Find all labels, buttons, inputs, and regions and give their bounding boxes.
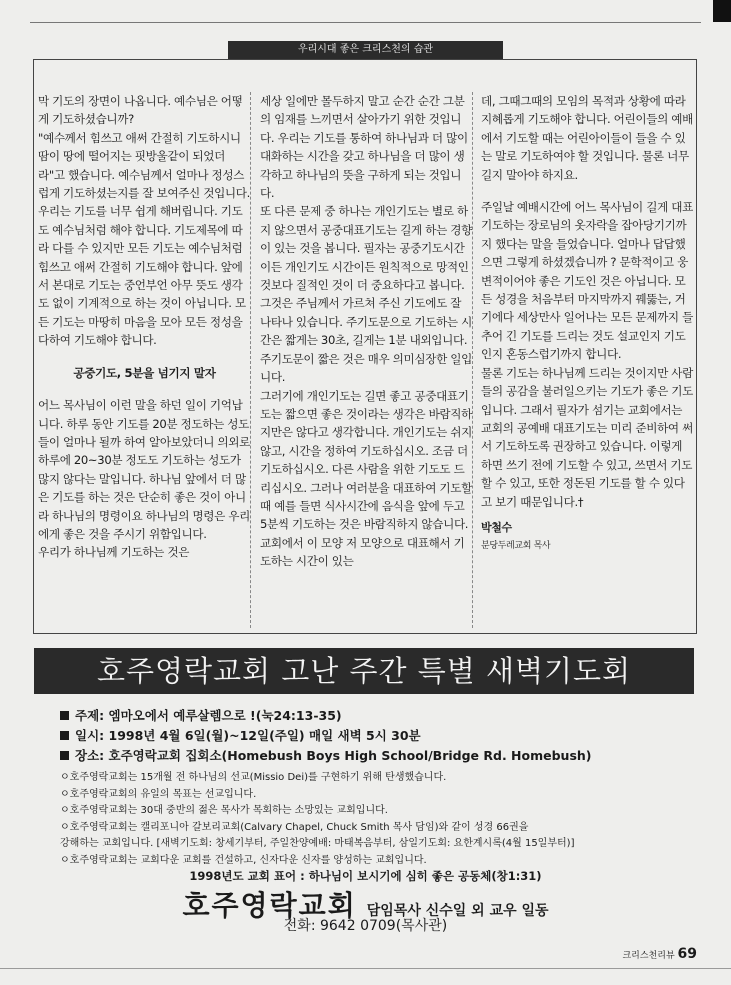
section-header: 우리시대 좋은 크리스천의 습관 xyxy=(228,41,503,59)
author-name: 박철수 xyxy=(481,520,512,534)
paragraph: 물론 기도는 하나님께 드리는 것이지만 사람들의 공감을 불러일으키는 기도가 좋은 기도입니다. 그래서 필자가 섬기는 교회에서는 교회의 공예배 대표기도는 미리 준비하여 써서 기도하도록 권장하고 있습니다. 이렇게 하면 쓰기 전에 기도할 수 있고, 쓰면서 기도할 수 있고, 또한 정돈된 기도를 할 수 있다고 보기 때문입니다.† xyxy=(481,365,693,509)
paragraph: 우리가 하나님께 기도하는 것은 xyxy=(38,545,190,560)
top-rule xyxy=(30,22,701,23)
article-column-1 xyxy=(38,92,251,632)
square-bullet-icon xyxy=(60,711,69,720)
place-value: 호주영락교회 집회소(Homebush Boys High School/Bridge Rd. Homebush) xyxy=(108,748,592,763)
author-title: 분당두레교회 목사 xyxy=(481,541,551,552)
signers: 담임목사 신수일 외 교우 일동 xyxy=(366,903,549,919)
date-label: 일시: xyxy=(75,728,105,743)
paragraph: 주일날 예배시간에 어느 목사님이 길게 대표기도하는 장로님의 옷자락을 잡아당기기까지 했다는 말을 들었습니다. 얼마나 답답했으면 그렇게 하셨겠습니까 ? 문학적이고 웅변적이어야 좋은 기도인 것은 아닙니다. 모든 성경을 처음부터 마지막까지 꿰뚫는, 거기에다 세상만사 일어나는 모든 문제까지 들추어 긴 기도를 드리는 것도 설교인지 기도인지 혼동스럽기까지 합니다. xyxy=(481,200,693,362)
contact-phone: 전화: 9642 0709(목사관) xyxy=(283,918,448,934)
list-item: ㅇ호주영락교회는 캘리포니아 갈보리교회(Calvary Chapel, Chuck Smith 목사 담임)와 같이 성경 66권을 xyxy=(60,821,529,833)
date-value: 1998년 4월 6일(월)~12일(주일) 매일 새벽 5시 30분 xyxy=(108,728,421,743)
circle-bullet-icon: ㅇ xyxy=(60,805,70,816)
paragraph: 우리는 기도를 너무 쉽게 해버립니다. 기도도 예수님처럼 해야 합니다. 기도제목에 따라 다를 수 있지만 모든 기도는 예수님처럼 힘쓰고 애써 간절히 기도해야 합니다. 앞에서 본대로 기도는 중언부언 아무 뜻도 생각도 없이 기계적으로 하는 것이 아닙니다. 모든 기도는 마땅히 마음을 모아 모든 정성을 다하여 기도해야 합니다. xyxy=(38,204,246,348)
theme-value: 엠마오에서 예루살렘으로 !(눅24:13-35) xyxy=(108,708,342,723)
paragraph: 세상 일에만 몰두하지 말고 순간 순간 그분의 임재를 느끼면서 살아가기 위한 것입니다. 우리는 기도를 통하여 하나님과 더 많이 대화하는 시간을 갖고 하나님을 더 많이 생각하고 하나님의 뜻을 구하게 되는 것입니다. xyxy=(260,94,468,201)
paragraph: 데, 그때그때의 모임의 목적과 상황에 따라 지혜롭게 기도해야 합니다. 어린이들의 예배에서 기도할 때는 어린아이들이 들을 수 있는 말로 기도하여야 할 것입니다. 물론 너무 길지 말아야 하지요. xyxy=(481,94,693,182)
square-bullet-icon xyxy=(60,751,69,760)
list-item: ㅇ호주영락교회는 15개월 전 하나님의 선교(Missio Dei)를 구현하기 위해 탄생했습니다. xyxy=(60,772,447,783)
paragraph: 교회에서 이 모양 저 모양으로 대표해서 기도하는 시간이 있는 xyxy=(260,535,465,569)
place-label: 장소: xyxy=(75,748,105,763)
bottom-rule xyxy=(0,968,731,969)
theme-row xyxy=(60,706,700,726)
announcement-details xyxy=(60,706,700,766)
announcement-title: 호주영락교회 고난 주간 특별 새벽기도회 xyxy=(34,648,694,694)
magazine-name: 크리스천리뷰 xyxy=(622,951,675,961)
list-item: ㅇ호주영락교회는 교회다운 교회를 건설하고, 신자다운 신자를 양성하는 교회입니다. xyxy=(60,854,427,866)
circle-bullet-icon: ㅇ xyxy=(60,854,70,866)
article-subheading: 공중기도, 5분을 넘기지 말자 xyxy=(73,365,216,380)
church-motto: 1998년도 교회 표어 : 하나님이 보시기에 심히 좋은 공동체(창1:31) xyxy=(189,869,542,883)
page-number: 69 xyxy=(677,946,697,962)
square-bullet-icon xyxy=(60,731,69,740)
circle-bullet-icon: ㅇ xyxy=(60,788,70,800)
article-column-2 xyxy=(260,92,473,632)
church-name: 호주영락교회 xyxy=(182,889,357,922)
place-row xyxy=(60,746,700,766)
circle-bullet-icon: ㅇ xyxy=(60,821,70,833)
date-row xyxy=(60,726,700,746)
paragraph: 그러기에 개인기도는 길면 좋고 공중대표기도는 짧으면 좋은 것이라는 생각은 바람직하지만은 않다고 생각합니다. 개인기도는 쉬지 않고, 시간을 정하여 기도하십시오. 조금 더 기도하십시오. 다른 사람을 위한 기도도 드리십시오. 그러나 여러분을 대표하여 기도할 때 예를 들면 식사시간에 음식을 앞에 두고 5분씩 기도하는 것은 바람직하지 않습니다. xyxy=(260,388,472,532)
list-item: ㅇ호주영락교회는 30대 중반의 젊은 목사가 목회하는 소망있는 교회입니다. xyxy=(60,805,388,816)
list-item: ㅇ호주영락교회의 유일의 목표는 선교입니다. xyxy=(60,788,257,800)
paragraph: 어느 목사님이 이런 말을 하던 일이 기억납니다. 하루 동안 기도를 20분 정도하는 성도들이 얼마나 될까 하여 알아보았더니 의외로 하루에 20~30분 정도도 기도하는 성도가 많지 않다는 말입니다. 하나님 앞에서 더 많은 기도를 하는 것은 단순히 좋은 것이 아니라 하나님의 명령이요 하나님의 명령은 우리에게 좋은 것을 주시기 위함입니다. xyxy=(38,398,250,541)
article-column-3 xyxy=(481,92,694,632)
paragraph: 또 다른 문제 중 하나는 개인기도는 별로 하지 않으면서 공중대표기도는 길게 하는 경향이 있는 것을 봅니다. 필자는 공중기도시간이든 개인기도 시간이든 원칙적으로 망적인 것보다 질적인 것이 더 중요하다고 봅니다. 그것은 주님께서 가르쳐 주신 기도에도 잘 나타나 있습니다. 주기도문으로 기도하는 시간은 짧게는 30초, 길게는 1분 내외입니다. 주기도문이 짧은 것은 매우 의미심장한 일입니다. xyxy=(260,204,472,385)
corner-mark xyxy=(713,0,731,22)
church-facts-list xyxy=(60,770,700,869)
paragraph: 막 기도의 장면이 나옵니다. 예수님은 어떻게 기도하셨습니까? "예수께서 힘쓰고 애써 간절히 기도하시니 땀이 땅에 떨어지는 핏방울같이 되었더라"고 했습니다. 예수님께서 얼마나 정성스럽게 기도하셨는지를 잘 보여주신 것입니다. xyxy=(38,94,250,201)
list-item-continuation: 강해하는 교회입니다. [새벽기도회: 창세기부터, 주일찬양예배: 마태복음부터, 삼일기도회: 요한계시록(4월 15일부터)] xyxy=(60,838,575,849)
page-footer xyxy=(622,946,697,962)
theme-label: 주제: xyxy=(75,708,105,723)
circle-bullet-icon: ㅇ xyxy=(60,772,70,783)
